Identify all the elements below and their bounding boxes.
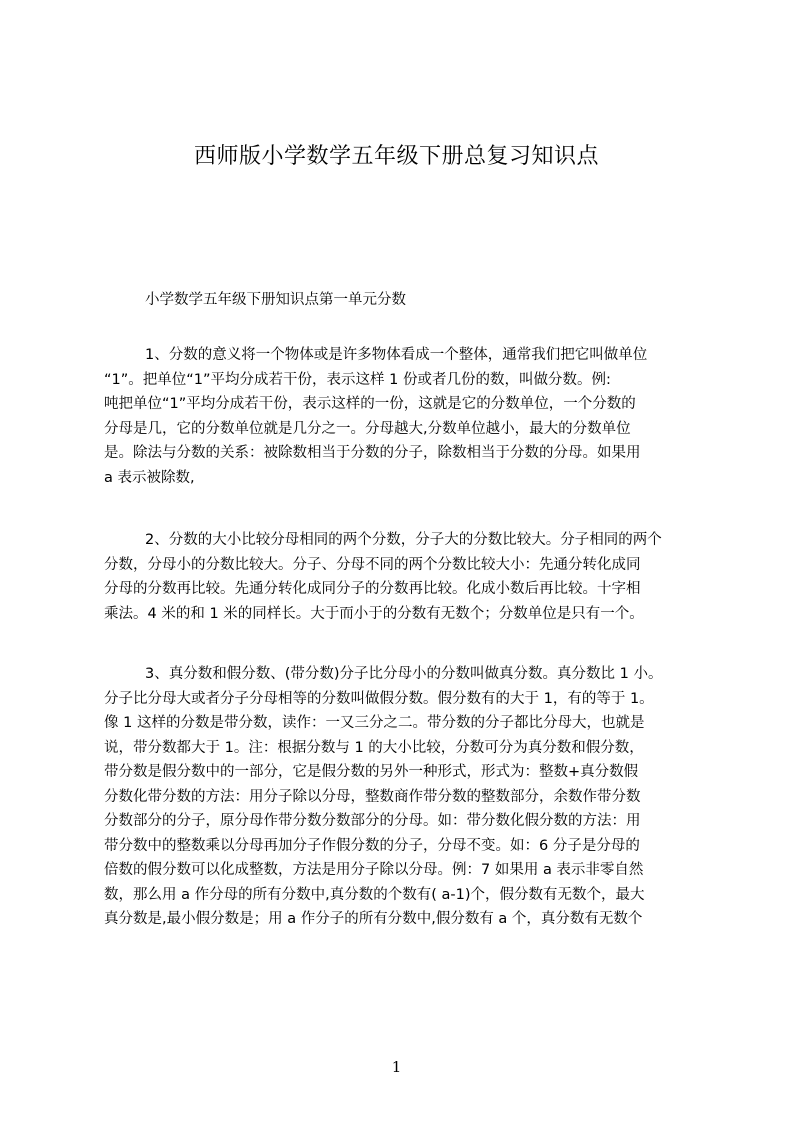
text-line: 倍数的假分数可以化成整数，方法是用分子除以分母。例：7 如果用 a 表示非零自然 [104,862,644,878]
text-line: 分数，分母小的分数比较大。分子、分母不同的两个分数比较大小：先通分转化成同 [104,556,641,573]
text-line: 2、分数的大小比较分母相同的两个分数，分子大的分数比较大。分子相同的两个 [145,532,662,548]
paragraph-2 [104,528,700,626]
text-line: 说，带分数都大于 1。注：根据分数与 1 的大小比较，分数可分为真分数和假分数， [104,739,644,756]
text-line: 是。除法与分数的关系：被除数相当于分数的分子，除数相当于分数的分母。如果用 [104,445,641,461]
text-line: 乘法。4 米的和 1 米的同样长。大于而小于的分数有无数个；分数单位是只有一个。 [104,605,644,622]
text-line: 分数化带分数的方法：用分子除以分母，整数商作带分数的整数部分，余数作带分数 [104,788,641,805]
text-line: 3、真分数和假分数、(带分数)分子比分母小的分数叫做真分数。真分数比 1 小。 [145,666,663,682]
text-line: 带分数中的整数乘以分母再加分子作假分数的分子，分母不变。如：6 分子是分母的 [104,837,640,854]
paragraph-1 [104,343,700,490]
page-number: 1 [391,1058,402,1076]
section-heading: 小学数学五年级下册知识点第一单元分数 [145,292,406,308]
text-line: 分母的分数再比较。先通分转化成同分子的分数再比较。化成小数后再比较。十字相 [104,581,641,597]
text-line: “1”。把单位“1”平均分成若干份，表示这样 1 份或者几份的数，叫做分数。例: [104,371,611,388]
text-line: 真分数是,最小假分数是；用 a 作分子的所有分数中,假分数有 a 个，真分数有无数个 [104,911,643,927]
text-line: 数，那么用 a 作分母的所有分数中,真分数的个数有( a-1)个，假分数有无数个，最大 [104,886,645,903]
text-line: 吨把单位“1”平均分成若干份，表示这样的一份，这就是它的分数单位，一个分数的 [104,396,636,412]
page-title: 西师版小学数学五年级下册总复习知识点 [193,144,599,169]
text-line: 带分数是假分数中的一部分，它是假分数的另外一种形式，形式为：整数+真分数假 [104,764,639,780]
text-line: 分母是几，它的分数单位就是几分之一。分母越大,分数单位越小，最大的分数单位 [104,420,631,437]
text-line: 分数部分的分子，原分母作带分数分数部分的分母。如：带分数化假分数的方法：用 [104,813,641,829]
text-line: a 表示被除数, [104,469,195,486]
text-line: 分子比分母大或者分子分母相等的分数叫做假分数。假分数有的大于 1，有的等于 1。 [104,690,654,707]
text-line: 像 1 这样的分数是带分数，读作：一又三分之二。带分数的分子都比分母大，也就是 [104,715,645,731]
paragraph-3 [104,662,700,932]
text-line: 1、分数的意义将一个物体或是许多物体看成一个整体，通常我们把它叫做单位 [145,347,648,363]
